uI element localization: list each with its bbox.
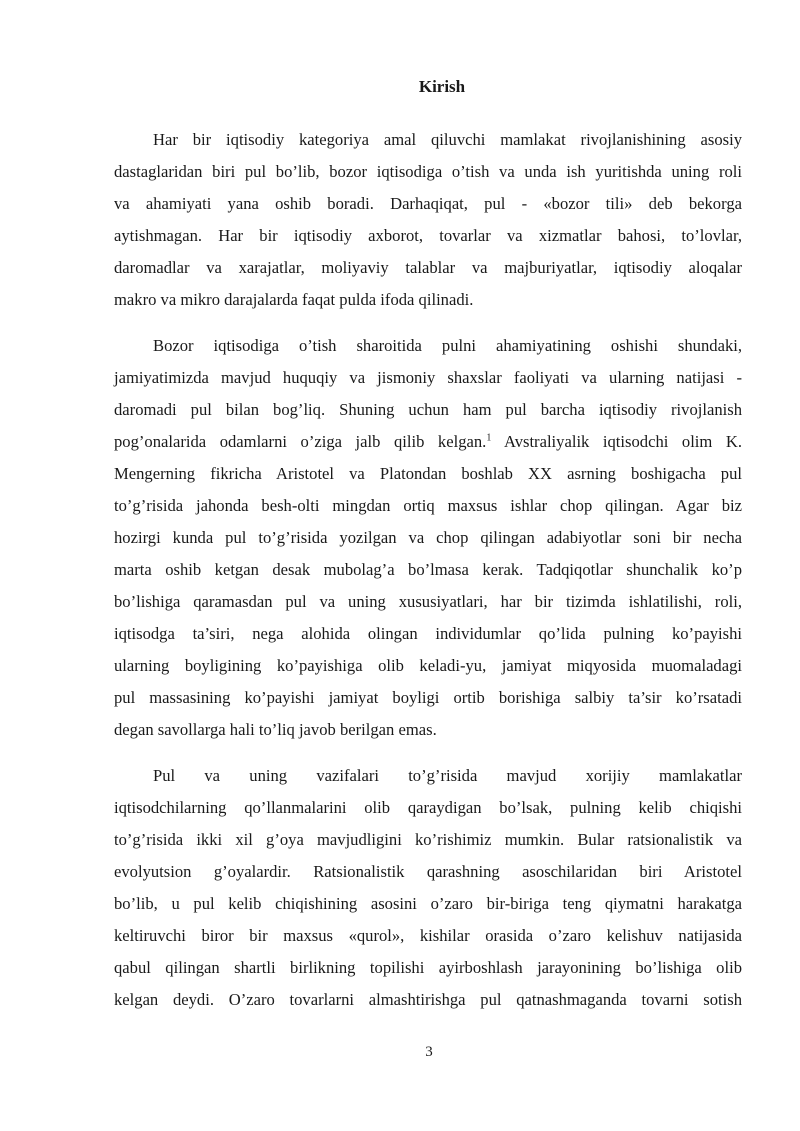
text-line: hozirgi kunda pul to’g’risida yozilgan va chop qilingan adabiyotlar soni bir necha [114,528,742,547]
text-line: kelgan deydi. O’zaro tovarlarni almashtirishga pul qatnashmaganda tovarni sotish [114,990,742,1009]
text-line: daromadi pul bilan bog’liq. Shuning uchun ham pul barcha iqtisodiy rivojlanish [114,400,742,419]
text-line: Mengerning fikricha Aristotel va Platondan boshlab XX asrning boshigacha pul [114,464,742,483]
text-line: to’g’risida ikki xil g’oya mavjudligini ko’rishimiz mumkin. Bular ratsionalistik va [114,830,742,849]
paragraph-2 [114,330,742,746]
text-line: degan savollarga hali to’liq javob berilgan emas. [114,720,437,739]
text-line: to’g’risida jahonda besh-olti mingdan ortiq maxsus ishlar chop qilingan. Agar biz [114,496,742,515]
text-line: daromadlar va xarajatlar, moliyaviy talablar va majburiyatlar, iqtisodiy aloqalar [114,258,742,277]
paragraph-1 [114,124,742,316]
page-number: 3 [425,1044,433,1060]
text-line: ularning boyligining ko’payishiga olib keladi-yu, jamiyat miqyosida muomaladagi [114,656,742,675]
text-line-with-footnote [114,426,742,458]
paragraph-gap [114,316,742,330]
paragraph-gap [114,746,742,760]
text-line: dastaglaridan biri pul bo’lib, bozor iqtisodiga o’tish va unda ish yuritishda uning roli [114,162,742,181]
document-body [114,124,742,1016]
text-line: Pul va uning vazifalari to’g’risida mavjud xorijiy mamlakatlar [153,766,742,785]
text-line: keltiruvchi biror bir maxsus «qurol», kishilar orasida o’zaro kelishuv natijasida [114,926,742,945]
text-line: Har bir iqtisodiy kategoriya amal qiluvchi mamlakat rivojlanishining asosiy [153,130,742,149]
text-line: evolyutsion g’oyalardir. Ratsionalistik qarashning asoschilaridan biri Aristotel [114,862,742,881]
footnote-marker[interactable]: 1 [486,432,492,444]
section-title: Kirish [418,77,466,96]
text-line: pul massasining ko’payishi jamiyat boyligi ortib borishiga salbiy ta’sir ko’rsatadi [114,688,742,707]
text-line: bo’lishiga qaramasdan pul va uning xususiyatlari, har bir tizimda ishlatilishi, roli, [114,592,742,611]
paragraph-3 [114,760,742,1016]
text-line: va ahamiyati yana oshib boradi. Darhaqiqat, pul - «bozor tili» deb bekorga [114,194,742,213]
text-segment: pog’onalarida odamlarni o’ziga jalb qilib kelgan. [114,432,487,451]
text-line: bo’lib, u pul kelib chiqishining asosini o’zaro bir-biriga teng qiymatni harakatga [114,894,742,913]
text-line: qabul qilingan shartli birlikning topilishi ayirboshlash jarayonining bo’lishiga olib [114,958,742,977]
text-line: marta oshib ketgan desak mubolag’a bo’lmasa kerak. Tadqiqotlar shunchalik ko’p [114,560,742,579]
text-line: jamiyatimizda mavjud huquqiy va jismoniy shaxslar faoliyati va ularning natijasi - [114,368,742,387]
text-line: iqtisodchilarning qo’llanmalarini olib qaraydigan bo’lsak, pulning kelib chiqishi [114,798,742,817]
text-line: iqtisodga ta’siri, nega alohida olingan individumlar qo’lida pulning ko’payishi [114,624,742,643]
text-line: aytishmagan. Har bir iqtisodiy axborot, tovarlar va xizmatlar bahosi, to’lovlar, [114,226,742,245]
text-line: makro va mikro darajalarda faqat pulda ifoda qilinadi. [114,290,474,309]
text-line: Bozor iqtisodiga o’tish sharoitida pulni ahamiyatining oshishi shundaki, [153,336,742,355]
text-segment: Avstraliyalik iqtisodchi olim K. [491,432,743,451]
